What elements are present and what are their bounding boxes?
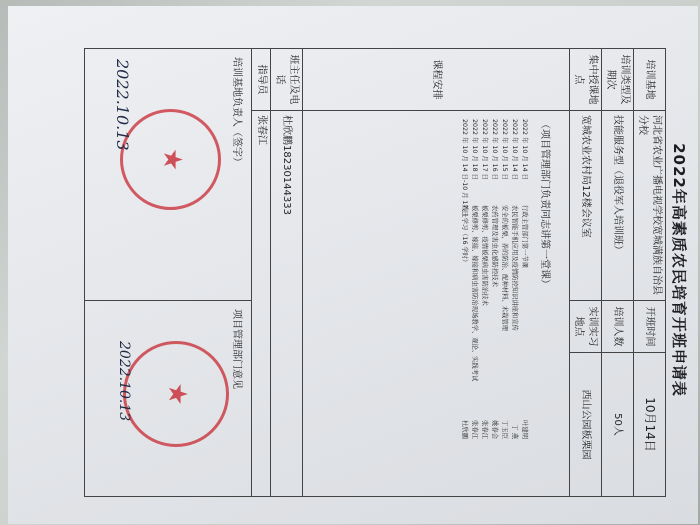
course-date: 2022 年 10 月 14 日: [521, 119, 529, 180]
course-date: 2022 年 10 月 16 日: [491, 119, 499, 180]
start-value: 10月14日: [634, 353, 666, 497]
row-type: [602, 49, 634, 497]
course-row: [470, 119, 480, 488]
row-lead: [271, 49, 303, 497]
lead-value: 杜欣鹏18230144333: [271, 111, 303, 497]
course-date: 2022 年 10 月 17 日: [481, 119, 489, 180]
base-value: 河北省农业广播电视学校宽城满族自治县分校: [634, 111, 666, 301]
base-sign-label: 培训基地负责人（签字）: [231, 57, 243, 167]
base-signature-cell: [85, 49, 252, 301]
course-topic: 板栗修剪、嫁接、嫁接和病虫害防治现场教学、观论、实践考试: [471, 205, 479, 382]
row-signatures: [85, 49, 252, 497]
red-seal-right: [124, 341, 230, 447]
course-label: 课程安排: [303, 49, 570, 111]
handwritten-date-left: 2022.10.13: [113, 59, 133, 151]
base-label: 培训基地: [634, 49, 666, 111]
course-row: [460, 119, 470, 488]
course-topic: 农民智能手机应用及疫情防控知识讲座和宣传: [511, 205, 519, 331]
course-cell: [303, 111, 570, 497]
course-date: 2022 年 10 月 14 日: [511, 119, 519, 180]
venue-value: 宽城农业农村局12楼会议室: [570, 111, 602, 301]
course-row: [480, 119, 490, 488]
form-title: 2022年高素质农民培育开班申请表: [670, 143, 688, 397]
paper-sheet: [8, 6, 698, 524]
course-date: 2022 年 10 月 14 日-10 月 17 日: [461, 119, 469, 217]
course-topic: 农药管理及害虫化感防控技术: [491, 205, 499, 287]
row-guide: [252, 49, 271, 497]
type-label: 培训类型及期次: [602, 49, 634, 111]
course-row: [510, 119, 520, 488]
row-base: [634, 49, 666, 497]
start-label: 开班时间: [634, 301, 666, 353]
handwritten-date-right: 2022.10.13: [116, 341, 133, 422]
dept-sign-label: 项目管理部门意见: [231, 309, 243, 389]
guide-label: 指导员: [252, 49, 271, 111]
row-course: [303, 49, 570, 497]
course-topic: 安全的板栗，养的防治、配种材料、术栽管理: [501, 205, 509, 331]
course-row: [490, 119, 500, 488]
course-date: 2022 年 10 月 18 日: [471, 119, 479, 180]
rotated-form: [8, 20, 698, 520]
course-teacher: 杜欣鹏: [461, 420, 469, 439]
course-heading: （项目管理部门负责同志讲第一堂课）: [539, 119, 550, 289]
count-value: 50人: [602, 353, 634, 497]
course-row: [500, 119, 510, 488]
course-topic: 板栗修剪、疫情板栗病虫害防治技术: [481, 205, 489, 306]
row-venue: [570, 49, 602, 497]
course-topic: 行政主管部门第一节课: [521, 205, 529, 268]
course-teacher: 姚春会: [491, 420, 499, 439]
dept-signature-cell: [85, 301, 252, 497]
site-label: 实训实习地点: [570, 301, 602, 353]
red-seal-left: [121, 109, 222, 210]
guide-value: 张春江: [252, 111, 271, 497]
course-date: 2022 年 10 月 15 日: [501, 119, 509, 180]
count-label: 培训人数: [602, 301, 634, 353]
type-value: 技能服务型（退役军人培训班）: [602, 111, 634, 301]
course-row: [520, 119, 530, 488]
seal-star-icon: ★: [156, 147, 187, 172]
course-teacher: 张春江: [481, 420, 489, 439]
course-list: [460, 119, 530, 488]
lead-label: 班主任及电话: [271, 49, 303, 111]
venue-label: 集中授课地点: [570, 49, 602, 111]
site-value: 西山公园板栗园: [570, 353, 602, 497]
course-topic: 线上学习（16 学时）: [461, 205, 469, 266]
course-teacher: 丁玉臣: [501, 420, 509, 439]
course-teacher: 丁 燕: [511, 424, 519, 439]
course-teacher: 张春江: [471, 420, 479, 439]
course-teacher: 叶建明: [521, 420, 529, 439]
seal-star-icon-2: ★: [162, 382, 193, 406]
application-table: [85, 48, 667, 497]
